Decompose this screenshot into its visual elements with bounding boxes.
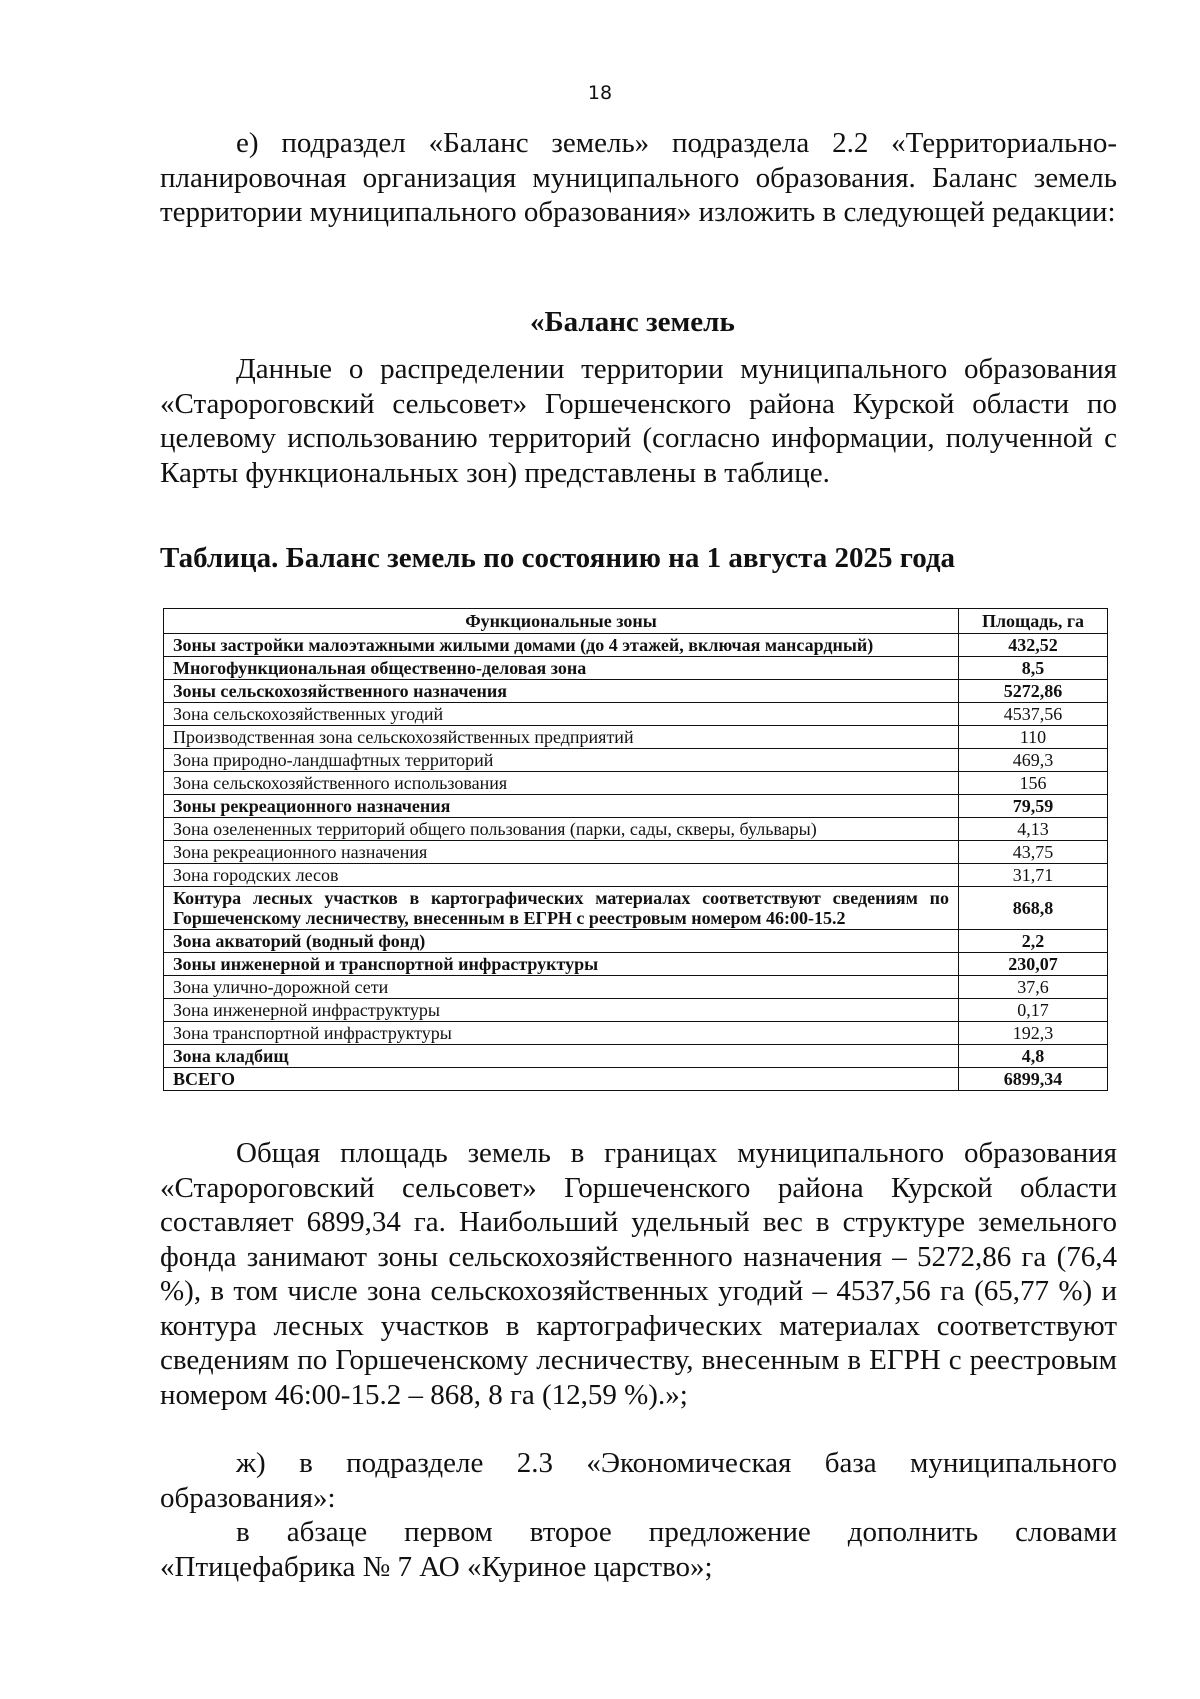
zone-name-cell: Зона сельскохозяйственных угодий [164,703,959,726]
zone-area-cell: 156 [959,772,1108,795]
zone-name-cell: Зоны застройки малоэтажными жилыми домами (до 4 этажей, включая мансардный) [164,634,959,657]
table-row [164,634,1108,657]
zone-area-cell: 79,59 [959,795,1108,818]
table-row [164,1045,1108,1068]
zone-area-cell: 192,3 [959,1022,1108,1045]
table-row [164,680,1108,703]
table-row [164,930,1108,953]
zone-name-cell: Многофункциональная общественно-деловая зона [164,657,959,680]
land-balance-table [163,608,1108,1091]
amendment-paragraph: в абзаце первом второе предложение дополнить словами «Птицефабрика № 7 АО «Куриное царство»; [160,1516,1117,1583]
zone-area-cell: 469,3 [959,749,1108,772]
table-row [164,864,1108,887]
zone-name-cell: Контура лесных участков в картографических материалах соответствуют сведениям по Горшеченскому лесничеству, внесенным в ЕГРН с реестровым номером 46:00-15.2 [164,887,959,930]
table-row [164,818,1108,841]
zone-area-cell: 37,6 [959,976,1108,999]
zone-area-cell: 31,71 [959,864,1108,887]
table-title: Таблица. Баланс земель по состоянию на 1 августа 2025 года [160,542,956,574]
zone-area-cell: 2,2 [959,930,1108,953]
zone-area-cell: 43,75 [959,841,1108,864]
zone-area-cell: 110 [959,726,1108,749]
table-row [164,795,1108,818]
zone-area-cell: 4,8 [959,1045,1108,1068]
zone-name-cell: Зона акваторий (водный фонд) [164,930,959,953]
zone-name-cell: Зона озелененных территорий общего пользования (парки, сады, скверы, бульвары) [164,818,959,841]
zone-name-cell: Зона улично-дорожной сети [164,976,959,999]
table-row [164,953,1108,976]
zone-name-cell: Производственная зона сельскохозяйственных предприятий [164,726,959,749]
zone-name-cell: Зоны инженерной и транспортной инфраструктуры [164,953,959,976]
subsection-paragraph: ж) в подразделе 2.3 «Экономическая база муниципального образования»: [160,1447,1117,1514]
zone-area-cell: 0,17 [959,999,1108,1022]
zone-name-cell: Зоны рекреационного назначения [164,795,959,818]
table-row [164,657,1108,680]
zone-name-cell: Зона инженерной инфраструктуры [164,999,959,1022]
zone-area-cell: 6899,34 [959,1068,1108,1091]
table-row [164,772,1108,795]
zone-name-cell: Зоны сельскохозяйственного назначения [164,680,959,703]
zone-name-cell: Зона природно-ландшафтных территорий [164,749,959,772]
zone-area-cell: 5272,86 [959,680,1108,703]
table-row [164,749,1108,772]
table-row [164,703,1108,726]
table-row [164,887,1108,930]
zone-area-cell: 432,52 [959,634,1108,657]
page-number: 18 [587,82,613,104]
zone-area-cell: 230,07 [959,953,1108,976]
header-zone: Функциональные зоны [164,609,959,634]
table-header-row [164,609,1108,634]
zone-name-cell: Зона кладбищ [164,1045,959,1068]
zone-name-cell: Зона городских лесов [164,864,959,887]
zone-area-cell: 8,5 [959,657,1108,680]
zone-name-cell: ВСЕГО [164,1068,959,1091]
table-row [164,976,1108,999]
section-title: «Баланс земель [530,306,735,338]
table-row [164,841,1108,864]
table-row [164,1068,1108,1091]
table-row [164,999,1108,1022]
zone-area-cell: 4537,56 [959,703,1108,726]
zone-area-cell: 4,13 [959,818,1108,841]
zone-name-cell: Зона транспортной инфраструктуры [164,1022,959,1045]
table-row [164,1022,1108,1045]
zone-name-cell: Зона сельскохозяйственного использования [164,772,959,795]
zone-area-cell: 868,8 [959,887,1108,930]
description-paragraph: Данные о распределении территории муниципального образования «Старороговский сельсовет» Горшеченского района Курской области по целевому использованию территорий (согласно информации, полученной с Карты функциональных зон) представлены в таблице. [160,353,1117,489]
table-row [164,726,1108,749]
header-area: Площадь, га [959,609,1108,634]
summary-paragraph: Общая площадь земель в границах муниципального образования «Старороговский сельсовет» Горшеченского района Курской области составляет 6899,34 га. Наибольший удельный вес в структуре земельного фонда занимают зоны сельскохозяйственного назначения – 5272,86 га (76,4 %), в том числе зона сельскохозяйственных угодий – 4537,56 га (65,77 %) и контура лесных участков в картографических материалах соответствуют сведениям по Горшеченскому лесничеству, внесенным в ЕГРН с реестровым номером 46:00-15.2 – 868, 8 га (12,59 %).»; [160,1137,1117,1411]
table-body [164,634,1108,1091]
intro-paragraph: е) подраздел «Баланс земель» подраздела 2.2 «Территориально-планировочная организация муниципального образования. Баланс земель территории муниципального образования» изложить в следующей редакции: [160,127,1117,228]
zone-name-cell: Зона рекреационного назначения [164,841,959,864]
